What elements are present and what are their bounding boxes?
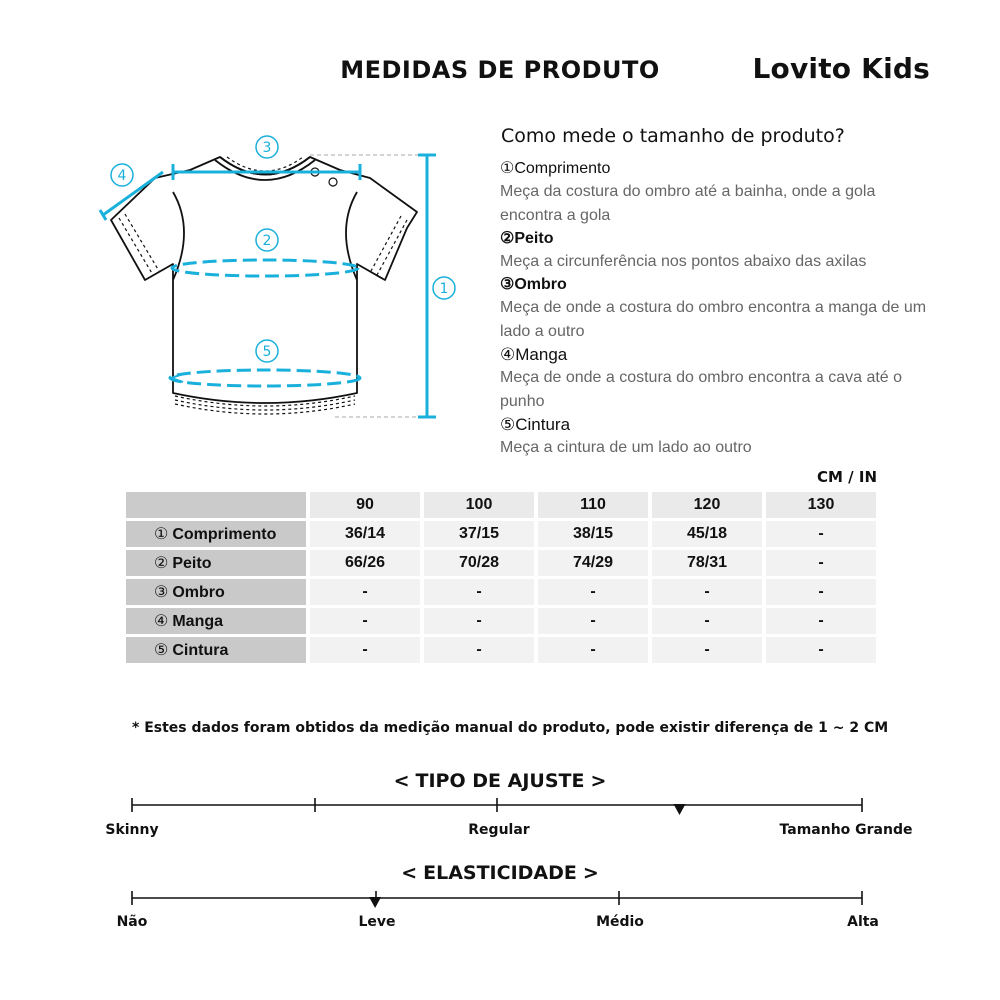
measurement-name-waist: ⑤Cintura bbox=[500, 415, 571, 434]
brand-logo: Lovito Kids bbox=[752, 52, 930, 85]
table-cell: - bbox=[766, 608, 876, 634]
measurement-desc-shoulder: Meça de onde a costura do ombro encontra a manga de um lado a outro bbox=[500, 299, 927, 340]
table-row bbox=[126, 608, 876, 634]
unit-label: CM / IN bbox=[817, 468, 877, 486]
table-cell: 37/15 bbox=[424, 521, 534, 547]
table-cell: - bbox=[652, 608, 762, 634]
table-cell: - bbox=[766, 550, 876, 576]
table-cell: - bbox=[424, 637, 534, 663]
page-title: MEDIDAS DE PRODUTO bbox=[340, 56, 660, 84]
measurement-name-length: ①Comprimento bbox=[500, 160, 611, 177]
row-header: ④ Manga bbox=[126, 608, 306, 634]
elasticity-scale bbox=[0, 888, 1000, 914]
table-row bbox=[126, 550, 876, 576]
measurement-desc-waist: Meça a cintura de um lado ao outro bbox=[500, 439, 752, 456]
row-header: ① Comprimento bbox=[126, 521, 306, 547]
table-cell: 70/28 bbox=[424, 550, 534, 576]
table-row bbox=[126, 521, 876, 547]
table-cell: 74/29 bbox=[538, 550, 648, 576]
table-cell: - bbox=[424, 579, 534, 605]
elasticity-label-medium: Médio bbox=[596, 914, 644, 930]
marker-2-label: 2 bbox=[262, 233, 272, 249]
table-cell: - bbox=[310, 579, 420, 605]
measurement-desc-chest: Meça a circunferência nos pontos abaixo das axilas bbox=[500, 253, 867, 270]
table-cell: - bbox=[538, 608, 648, 634]
row-header: ③ Ombro bbox=[126, 579, 306, 605]
fit-indicator-icon bbox=[674, 804, 686, 815]
table-cell: 78/31 bbox=[652, 550, 762, 576]
table-cell: - bbox=[766, 637, 876, 663]
fit-label-regular: Regular bbox=[468, 822, 530, 838]
elasticity-indicator-icon bbox=[369, 897, 381, 908]
marker-1-label: 1 bbox=[439, 281, 449, 297]
row-header: ⑤ Cintura bbox=[126, 637, 306, 663]
table-cell: 36/14 bbox=[310, 521, 420, 547]
marker-5-label: 5 bbox=[262, 344, 272, 360]
table-cell: 66/26 bbox=[310, 550, 420, 576]
marker-3-label: 3 bbox=[262, 140, 272, 156]
elasticity-label-none: Não bbox=[116, 914, 148, 930]
measurement-list bbox=[500, 158, 940, 460]
elasticity-label-high: Alta bbox=[847, 914, 879, 930]
size-header: 120 bbox=[652, 492, 762, 518]
table-cell: - bbox=[310, 608, 420, 634]
table-row bbox=[126, 637, 876, 663]
row-header: ② Peito bbox=[126, 550, 306, 576]
size-header: 100 bbox=[424, 492, 534, 518]
table-cell: 45/18 bbox=[652, 521, 762, 547]
fit-label-skinny: Skinny bbox=[105, 822, 159, 838]
table-cell: 38/15 bbox=[538, 521, 648, 547]
fit-scale bbox=[0, 795, 1000, 821]
table-cell: - bbox=[652, 579, 762, 605]
measurement-name-shoulder: ③Ombro bbox=[500, 276, 567, 293]
table-cell: - bbox=[652, 637, 762, 663]
size-header: 110 bbox=[538, 492, 648, 518]
elasticity-scale-title: < ELASTICIDADE > bbox=[401, 862, 599, 884]
table-cell: - bbox=[766, 521, 876, 547]
measurement-desc-sleeve: Meça de onde a costura do ombro encontra a cava até o punho bbox=[500, 369, 903, 410]
table-header-row bbox=[126, 492, 876, 518]
tshirt-outline bbox=[111, 157, 417, 414]
measurement-name-chest: ②Peito bbox=[500, 230, 554, 247]
measurement-note: * Estes dados foram obtidos da medição manual do produto, pode existir diferença de 1 ~ 2 CM bbox=[132, 720, 889, 736]
measurement-name-sleeve: ④Manga bbox=[500, 345, 568, 364]
elasticity-label-light: Leve bbox=[358, 914, 396, 930]
size-header: 90 bbox=[310, 492, 420, 518]
fit-scale-title: < TIPO DE AJUSTE > bbox=[393, 770, 607, 792]
tshirt-diagram bbox=[95, 130, 475, 430]
table-cell: - bbox=[766, 579, 876, 605]
howto-title: Como mede o tamanho de produto? bbox=[501, 125, 845, 147]
size-header: 130 bbox=[766, 492, 876, 518]
measurement-desc-length: Meça da costura do ombro até a bainha, onde a gola encontra a gola bbox=[500, 183, 876, 224]
marker-4-label: 4 bbox=[117, 168, 127, 184]
table-corner bbox=[126, 492, 306, 518]
table-cell: - bbox=[310, 637, 420, 663]
table-cell: - bbox=[538, 579, 648, 605]
table-cell: - bbox=[538, 637, 648, 663]
fit-label-oversize: Tamanho Grande bbox=[779, 822, 913, 838]
table-cell: - bbox=[424, 608, 534, 634]
table-row bbox=[126, 579, 876, 605]
size-table bbox=[122, 489, 880, 666]
